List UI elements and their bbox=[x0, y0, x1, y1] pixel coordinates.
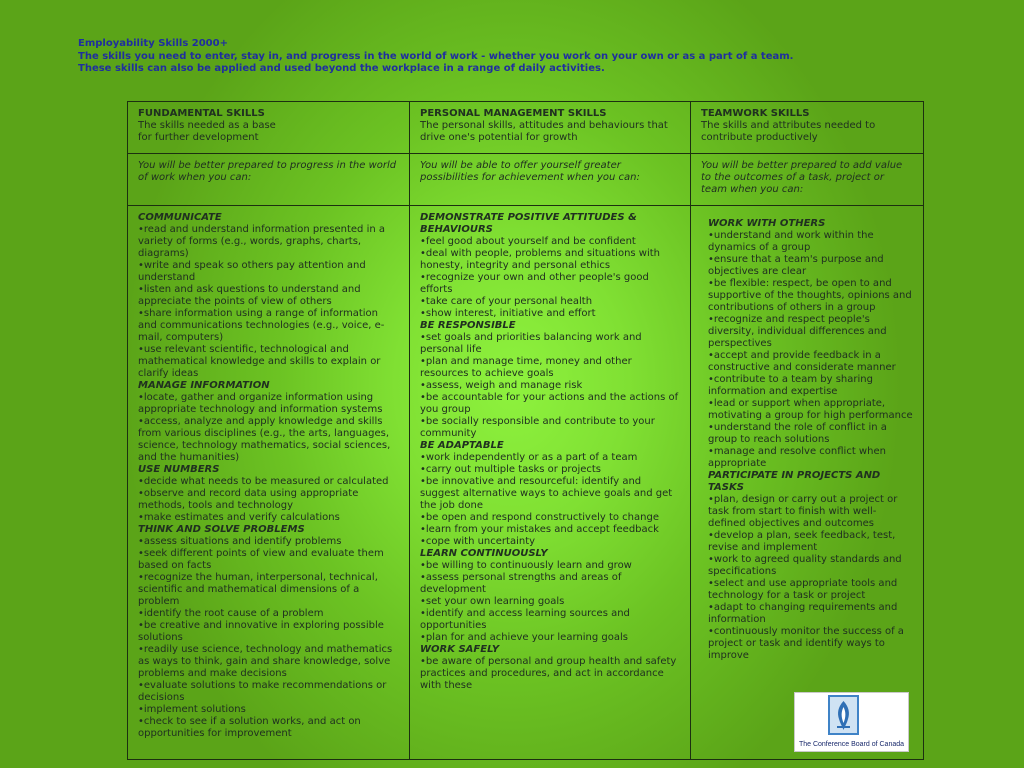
skill-item: •plan and manage time, money and other resources to achieve goals bbox=[420, 356, 632, 379]
intro-row bbox=[128, 154, 924, 206]
skill-item: •share information using a range of information and communications technologies (e.g., voice, e-mail, computers) bbox=[138, 308, 385, 343]
skill-item: •work to agreed quality standards and specifications bbox=[708, 554, 902, 577]
logo-text: The Conference Board of Canada bbox=[798, 741, 905, 748]
skill-item: •plan for and achieve your learning goals bbox=[420, 632, 628, 643]
skill-item: •manage and resolve conflict when appropriate bbox=[708, 446, 886, 469]
skill-item: •be willing to continuously learn and grow bbox=[420, 560, 632, 571]
column-intro: You will be able to offer yourself greater possibilities for achievement when you can: bbox=[420, 160, 640, 183]
column-title: FUNDAMENTAL SKILLS bbox=[138, 108, 265, 119]
column-intro: You will be better prepared to add value to the outcomes of a task, project or team when you can: bbox=[701, 160, 903, 195]
skill-item: •select and use appropriate tools and technology for a task or project bbox=[708, 578, 898, 601]
skill-item: •carry out multiple tasks or projects bbox=[420, 464, 602, 475]
section-heading: COMMUNICATE bbox=[138, 212, 222, 223]
column-title: PERSONAL MANAGEMENT SKILLS bbox=[420, 108, 607, 119]
skill-item: •assess, weigh and manage risk bbox=[420, 380, 583, 391]
skill-item: •be socially responsible and contribute to your community bbox=[420, 416, 655, 439]
skill-item: •implement solutions bbox=[138, 704, 246, 715]
skill-item: •identify and access learning sources and opportunities bbox=[420, 608, 630, 631]
skills-table bbox=[127, 101, 924, 760]
skill-item: •be flexible: respect, be open to and supportive of the thoughts, opinions and contributions of others in a group bbox=[708, 278, 912, 313]
skill-item: •locate, gather and organize information using appropriate technology and information systems bbox=[138, 392, 383, 415]
column-title: TEAMWORK SKILLS bbox=[701, 108, 810, 119]
section-heading: MANAGE INFORMATION bbox=[138, 380, 270, 391]
skill-item: •listen and ask questions to understand and appreciate the points of view of others bbox=[138, 284, 361, 307]
teamwork-body-cell bbox=[691, 206, 924, 760]
skill-item: •be aware of personal and group health and safety practices and procedures, and act in accordance with these bbox=[420, 656, 677, 691]
section-heading: BE RESPONSIBLE bbox=[420, 320, 516, 331]
fundamental-intro-cell bbox=[128, 154, 410, 206]
skill-item: •be creative and innovative in exploring possible solutions bbox=[138, 620, 384, 643]
skill-item: •learn from your mistakes and accept feedback bbox=[420, 524, 659, 535]
fundamental-body-cell bbox=[128, 206, 410, 760]
skill-item: •adapt to changing requirements and information bbox=[708, 602, 898, 625]
skill-item: •seek different points of view and evaluate them based on facts bbox=[138, 548, 384, 571]
skill-item: •access, analyze and apply knowledge and skills from various disciplines (e.g., the arts, languages, science, technology mathematics, social sciences, and the humanities) bbox=[138, 416, 391, 463]
skill-item: •assess personal strengths and areas of development bbox=[420, 572, 622, 595]
section-heading: DEMONSTRATE POSITIVE ATTITUDES & BEHAVIOURS bbox=[420, 212, 637, 235]
column-subtitle-line: drive one's potential for growth bbox=[420, 132, 578, 143]
skill-item: •check to see if a solution works, and act on opportunities for improvement bbox=[138, 716, 361, 739]
skill-item: •understand the role of conflict in a group to reach solutions bbox=[708, 422, 887, 445]
personal-title-cell bbox=[410, 102, 691, 154]
section-heading: THINK AND SOLVE PROBLEMS bbox=[138, 524, 305, 535]
skill-item: •be innovative and resourceful: identify and suggest alternative ways to achieve goals and get the job done bbox=[420, 476, 673, 511]
column-subtitle-line: The skills needed as a base bbox=[138, 120, 276, 131]
section-heading: PARTICIPATE IN PROJECTS AND TASKS bbox=[708, 470, 881, 493]
skill-item: •observe and record data using appropriate methods, tools and technology bbox=[138, 488, 359, 511]
column-subtitle-line: The personal skills, attitudes and behaviours that bbox=[420, 120, 668, 131]
header-title: Employability Skills 2000+ bbox=[78, 38, 228, 49]
skill-item: •set your own learning goals bbox=[420, 596, 565, 607]
skill-item: •recognize the human, interpersonal, technical, scientific and mathematical dimensions of a problem bbox=[138, 572, 378, 607]
personal-intro-cell bbox=[410, 154, 691, 206]
fundamental-title-cell bbox=[128, 102, 410, 154]
header-line-1: The skills you need to enter, stay in, and progress in the world of work - whether you work on your own or as a part of a team. bbox=[78, 50, 794, 62]
skill-item: •feel good about yourself and be confident bbox=[420, 236, 636, 247]
section-heading: BE ADAPTABLE bbox=[420, 440, 504, 451]
skill-item: •understand and work within the dynamics of a group bbox=[708, 230, 874, 253]
skill-item: •evaluate solutions to make recommendations or decisions bbox=[138, 680, 387, 703]
page-header bbox=[78, 38, 998, 76]
skill-item: •assess situations and identify problems bbox=[138, 536, 342, 547]
skill-item: •accept and provide feedback in a constructive and considerate manner bbox=[708, 350, 896, 373]
skill-item: •identify the root cause of a problem bbox=[138, 608, 324, 619]
skill-item: •decide what needs to be measured or calculated bbox=[138, 476, 389, 487]
column-intro: You will be better prepared to progress in the world of work when you can: bbox=[138, 160, 397, 183]
section-heading: USE NUMBERS bbox=[138, 464, 220, 475]
skill-item: •set goals and priorities balancing work and personal life bbox=[420, 332, 642, 355]
skill-item: •deal with people, problems and situations with honesty, integrity and personal ethics bbox=[420, 248, 661, 271]
skill-item: •show interest, initiative and effort bbox=[420, 308, 596, 319]
skill-item: •be open and respond constructively to change bbox=[420, 512, 659, 523]
column-subtitle-line: for further development bbox=[138, 132, 259, 143]
skill-item: •work independently or as a part of a team bbox=[420, 452, 638, 463]
personal-body-cell bbox=[410, 206, 691, 760]
skill-item: •ensure that a team's purpose and objectives are clear bbox=[708, 254, 884, 277]
teamwork-title-cell bbox=[691, 102, 924, 154]
skill-item: •contribute to a team by sharing information and expertise bbox=[708, 374, 873, 397]
column-body bbox=[708, 218, 913, 662]
skill-item: •plan, design or carry out a project or task from start to finish with well-defined objectives and outcomes bbox=[708, 494, 898, 529]
section-heading: WORK WITH OTHERS bbox=[708, 218, 826, 229]
column-body bbox=[138, 212, 399, 740]
skill-item: •develop a plan, seek feedback, test, revise and implement bbox=[708, 530, 896, 553]
skill-item: •use relevant scientific, technological and mathematical knowledge and skills to explain or clarify ideas bbox=[138, 344, 381, 379]
skill-item: •be accountable for your actions and the actions of you group bbox=[420, 392, 679, 415]
skill-item: •take care of your personal health bbox=[420, 296, 593, 307]
teamwork-intro-cell bbox=[691, 154, 924, 206]
skill-item: •recognize and respect people's diversity, individual differences and perspectives bbox=[708, 314, 887, 349]
conference-board-logo bbox=[794, 692, 909, 752]
header-line-2: These skills can also be applied and used beyond the workplace in a range of daily activities. bbox=[78, 63, 605, 74]
column-subtitle-line: contribute productively bbox=[701, 132, 818, 143]
column-subtitle-line: The skills and attributes needed to bbox=[701, 120, 876, 131]
skill-item: •make estimates and verify calculations bbox=[138, 512, 340, 523]
section-heading: WORK SAFELY bbox=[420, 644, 500, 655]
skill-item: •lead or support when appropriate, motivating a group for high performance bbox=[708, 398, 913, 421]
skill-item: •read and understand information presented in a variety of forms (e.g., words, graphs, charts, diagrams) bbox=[138, 224, 386, 259]
section-heading: LEARN CONTINUOUSLY bbox=[420, 548, 548, 559]
skill-item: •readily use science, technology and mathematics as ways to think, gain and share knowledge, solve problems and make decisions bbox=[138, 644, 393, 679]
body-row bbox=[128, 206, 924, 760]
column-body bbox=[420, 212, 680, 692]
skill-item: •write and speak so others pay attention and understand bbox=[138, 260, 366, 283]
skill-item: •continuously monitor the success of a project or task and identify ways to improve bbox=[708, 626, 904, 661]
skill-item: •recognize your own and other people's good efforts bbox=[420, 272, 649, 295]
title-row bbox=[128, 102, 924, 154]
skill-item: •cope with uncertainty bbox=[420, 536, 536, 547]
